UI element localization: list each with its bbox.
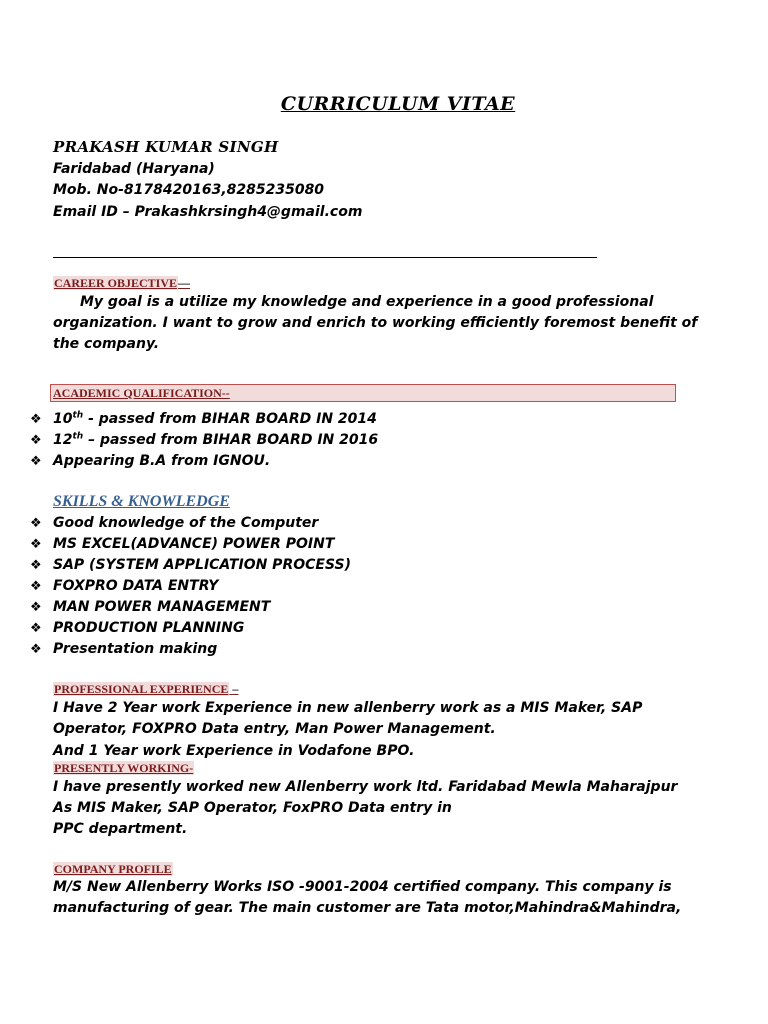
career-objective-heading bbox=[53, 276, 190, 290]
company-line-1: M/S New Allenberry Works ISO -9001-2004 certified company. This company is bbox=[53, 879, 672, 895]
bullet-diamond-icon: ❖ bbox=[30, 454, 42, 469]
bullet-diamond-icon: ❖ bbox=[30, 412, 42, 427]
experience-dash: – bbox=[232, 682, 239, 696]
header-divider bbox=[53, 257, 597, 258]
contact-email: Email ID – Prakashkrsingh4@gmail.com bbox=[53, 204, 363, 220]
career-objective-dash: — bbox=[178, 276, 191, 290]
bullet-diamond-icon: ❖ bbox=[30, 642, 42, 657]
skill-item bbox=[30, 639, 351, 660]
academic-list bbox=[30, 409, 378, 472]
skill-item bbox=[30, 513, 351, 534]
experience-heading bbox=[53, 682, 238, 696]
bullet-diamond-icon: ❖ bbox=[30, 600, 42, 615]
skill-item bbox=[30, 597, 351, 618]
document-title: CURRICULUM VITAE bbox=[280, 93, 516, 115]
bullet-diamond-icon: ❖ bbox=[30, 579, 42, 594]
academic-item-text: – passed from BIHAR BOARD IN 2016 bbox=[83, 432, 379, 448]
skill-item-text: Presentation making bbox=[53, 641, 218, 657]
skills-heading: SKILLS & KNOWLEDGE bbox=[53, 493, 230, 510]
academic-item-num: 10 bbox=[53, 411, 73, 427]
skill-item bbox=[30, 534, 351, 555]
academic-item bbox=[30, 451, 378, 472]
skill-item-text: MS EXCEL(ADVANCE) POWER POINT bbox=[53, 536, 335, 552]
bullet-diamond-icon: ❖ bbox=[30, 516, 42, 531]
contact-mobile: Mob. No-8178420163,8285235080 bbox=[53, 182, 325, 198]
academic-item-sup: th bbox=[72, 410, 84, 421]
experience-line-3: And 1 Year work Experience in Vodafone BPO. bbox=[53, 743, 415, 759]
presently-line-3: PPC department. bbox=[53, 821, 188, 837]
skill-item-text: Good knowledge of the Computer bbox=[53, 515, 319, 531]
skill-item-text: SAP (SYSTEM APPLICATION PROCESS) bbox=[53, 557, 352, 573]
career-objective-line-2: organization. I want to grow and enrich to working efficiently foremost benefit of bbox=[53, 315, 698, 331]
presently-line-1: I have presently worked new Allenberry work ltd. Faridabad Mewla Maharajpur bbox=[53, 779, 678, 795]
academic-item-text: Appearing B.A from IGNOU. bbox=[53, 453, 271, 469]
academic-item bbox=[30, 430, 378, 451]
presently-label: PRESENTLY WORKING- bbox=[54, 761, 194, 775]
candidate-name: PRAKASH KUMAR SINGH bbox=[53, 138, 279, 156]
career-objective-line-3: the company. bbox=[53, 336, 160, 352]
skills-list bbox=[30, 513, 351, 660]
bullet-diamond-icon: ❖ bbox=[30, 433, 42, 448]
presently-line-2: As MIS Maker, SAP Operator, FoxPRO Data entry in bbox=[53, 800, 452, 816]
academic-heading: ACADEMIC QUALIFICATION-- bbox=[53, 386, 230, 400]
skill-item bbox=[30, 555, 351, 576]
presently-heading bbox=[53, 761, 194, 775]
skill-item-text: FOXPRO DATA ENTRY bbox=[53, 578, 219, 594]
bullet-diamond-icon: ❖ bbox=[30, 621, 42, 636]
career-objective-label: CAREER OBJECTIVE bbox=[54, 276, 178, 290]
academic-item-num: 12 bbox=[53, 432, 73, 448]
company-heading bbox=[53, 862, 173, 876]
contact-location: Faridabad (Haryana) bbox=[53, 161, 215, 177]
bullet-diamond-icon: ❖ bbox=[30, 558, 42, 573]
experience-line-2: Operator, FOXPRO Data entry, Man Power Management. bbox=[53, 721, 496, 737]
academic-item-sup: th bbox=[72, 431, 84, 442]
company-label: COMPANY PROFILE bbox=[54, 862, 172, 876]
experience-label: PROFESSIONAL EXPERIENCE bbox=[54, 682, 229, 696]
academic-item bbox=[30, 409, 378, 430]
bullet-diamond-icon: ❖ bbox=[30, 537, 42, 552]
skill-item-text: PRODUCTION PLANNING bbox=[53, 620, 245, 636]
skill-item bbox=[30, 618, 351, 639]
company-line-2: manufacturing of gear. The main customer are Tata motor,Mahindra&Mahindra, bbox=[53, 900, 682, 916]
skill-item-text: MAN POWER MANAGEMENT bbox=[53, 599, 271, 615]
career-objective-line-1: My goal is a utilize my knowledge and experience in a good professional bbox=[80, 294, 654, 310]
experience-line-1: I Have 2 Year work Experience in new allenberry work as a MIS Maker, SAP bbox=[53, 700, 643, 716]
academic-item-text: - passed from BIHAR BOARD IN 2014 bbox=[83, 411, 377, 427]
skill-item bbox=[30, 576, 351, 597]
